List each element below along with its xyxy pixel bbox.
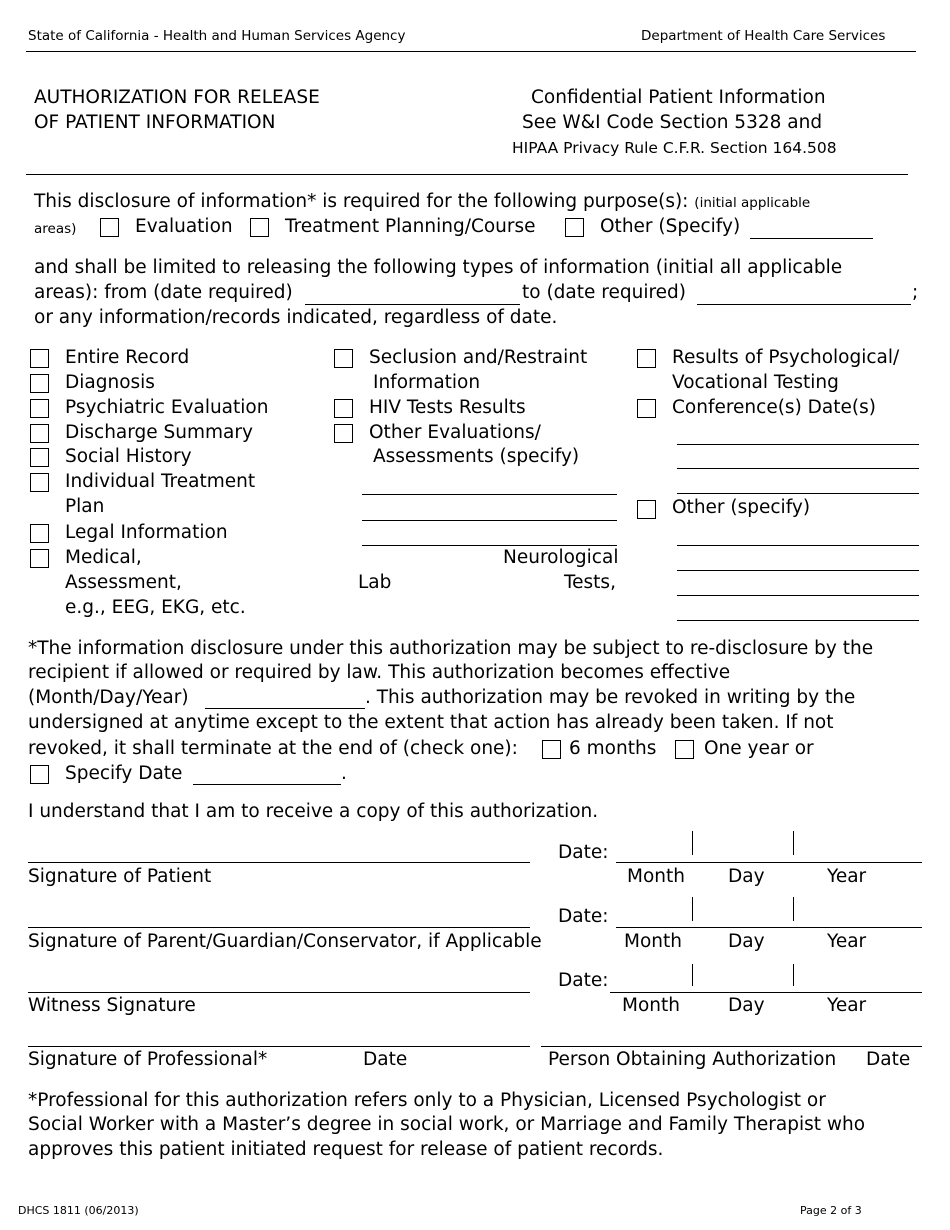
one-year-checkbox[interactable]: [675, 740, 694, 759]
professional-note-line2: Social Worker with a Master’s degree in social work, or Marriage and Family Therapist who: [28, 1114, 866, 1135]
form-number: DHCS 1811 (06/2013): [18, 1204, 139, 1217]
assessments-specify-label: Assessments (specify): [373, 446, 580, 467]
form-title-line2: OF PATIENT INFORMATION: [34, 112, 276, 133]
form-title-line1: AUTHORIZATION FOR RELEASE: [34, 87, 320, 108]
header-rule: [26, 51, 916, 52]
seclusion-information-label: Information: [373, 372, 481, 393]
patient-day-label: Day: [728, 866, 765, 887]
other-evaluations-field-2[interactable]: [362, 520, 617, 521]
limits-semicolon: ;: [912, 282, 919, 303]
diagnosis-label: Diagnosis: [65, 372, 155, 393]
conference-dates-field-1[interactable]: [677, 444, 919, 445]
entire-record-checkbox[interactable]: [30, 349, 49, 368]
treatment-planning-label: Treatment Planning/Course: [285, 216, 536, 237]
obtaining-signature-field[interactable]: [541, 1046, 922, 1047]
legal-information-checkbox[interactable]: [30, 524, 49, 543]
conference-dates-checkbox[interactable]: [637, 399, 656, 418]
witness-month-label: Month: [622, 995, 680, 1016]
disclosure-line1: *The information disclosure under this authorization may be subject to re-disclosure by the: [28, 638, 874, 659]
guardian-month-label: Month: [624, 931, 682, 952]
patient-date-divider-1: [692, 831, 693, 855]
social-history-checkbox[interactable]: [30, 448, 49, 467]
psychological-results-label: Results of Psychological/: [672, 347, 900, 368]
psychiatric-evaluation-checkbox[interactable]: [30, 399, 49, 418]
other-evaluations-field-1[interactable]: [362, 494, 617, 495]
copy-acknowledgement: I understand that I am to receive a copy of this authorization.: [28, 801, 599, 822]
other-specify-label: Other (specify): [672, 497, 811, 518]
obtaining-date-label: Date: [866, 1049, 911, 1070]
specify-date-label: Specify Date: [65, 763, 183, 784]
medical-assessment-checkbox[interactable]: [30, 549, 49, 568]
obtaining-person-label: Person Obtaining Authorization: [548, 1049, 837, 1070]
patient-month-label: Month: [627, 866, 685, 887]
other-purpose-checkbox[interactable]: [565, 218, 584, 237]
other-specify-field-4[interactable]: [677, 620, 919, 621]
guardian-signature-label: Signature of Parent/Guardian/Conservator, if Applicable: [28, 931, 542, 952]
professional-note-line1: *Professional for this authorization refers only to a Physician, Licensed Psychologist or: [28, 1090, 826, 1111]
hiv-tests-label: HIV Tests Results: [369, 397, 526, 418]
hiv-tests-checkbox[interactable]: [334, 399, 353, 418]
discharge-summary-label: Discharge Summary: [65, 422, 253, 443]
individual-treatment-plan-checkbox[interactable]: [30, 473, 49, 492]
six-months-label: 6 months: [569, 738, 657, 759]
witness-date-divider-1: [692, 964, 693, 986]
professional-signature-label: Signature of Professional*: [28, 1049, 268, 1070]
neurological-label: Neurological: [503, 547, 619, 568]
purpose-note-areas: areas): [34, 221, 77, 237]
guardian-year-label: Year: [827, 931, 867, 952]
disclosure-line3b: . This authorization may be revoked in writing by the: [365, 687, 856, 708]
other-evaluations-label: Other Evaluations/: [369, 422, 541, 443]
evaluation-checkbox[interactable]: [100, 218, 119, 237]
other-evaluations-field-3[interactable]: [362, 545, 617, 546]
evaluation-label: Evaluation: [135, 216, 233, 237]
witness-signature-field[interactable]: [28, 992, 530, 993]
patient-date-label: Date:: [558, 842, 609, 863]
purpose-intro: This disclosure of information* is required for the following purpose(s): (initial applicable: [34, 191, 811, 212]
effective-date-label: (Month/Day/Year): [28, 687, 189, 708]
specify-date-checkbox[interactable]: [30, 765, 49, 784]
medical-label: Medical,: [65, 547, 142, 568]
patient-signature-label: Signature of Patient: [28, 866, 212, 887]
lab-label: Lab: [358, 572, 392, 593]
professional-date-label: Date: [363, 1049, 408, 1070]
guardian-day-label: Day: [728, 931, 765, 952]
patient-date-divider-2: [793, 831, 794, 855]
individual-treatment-plan-label: Plan: [65, 496, 105, 517]
other-evaluations-checkbox[interactable]: [334, 424, 353, 443]
disclosure-line2: recipient if allowed or required by law. This authorization becomes effective: [28, 662, 731, 683]
department-name: Department of Health Care Services: [641, 28, 886, 44]
social-history-label: Social History: [65, 446, 192, 467]
witness-date-divider-2: [793, 964, 794, 986]
professional-note-line3: approves this patient initiated request for release of patient records.: [28, 1139, 664, 1160]
witness-signature-label: Witness Signature: [28, 995, 196, 1016]
witness-day-label: Day: [728, 995, 765, 1016]
other-specify-field-2[interactable]: [677, 570, 919, 571]
tests-label: Tests,: [564, 572, 616, 593]
witness-date-field[interactable]: [610, 992, 922, 993]
from-date-label: areas): from (date required): [34, 282, 293, 303]
assessment-label: Assessment,: [65, 572, 182, 593]
patient-date-field[interactable]: [616, 862, 922, 863]
witness-date-label: Date:: [558, 970, 609, 991]
legal-information-label: Legal Information: [65, 522, 228, 543]
conference-dates-field-3[interactable]: [677, 493, 919, 494]
limits-line3: or any information/records indicated, regardless of date.: [34, 307, 558, 328]
guardian-date-field[interactable]: [616, 927, 922, 928]
six-months-checkbox[interactable]: [542, 740, 561, 759]
confidential-line3: HIPAA Privacy Rule C.F.R. Section 164.508: [512, 139, 837, 157]
effective-date-field[interactable]: [205, 708, 365, 709]
individual-treatment-label: Individual Treatment: [65, 471, 256, 492]
disclosure-line4: undersigned at anytime except to the extent that action has already been taken. If not: [28, 712, 834, 733]
other-specify-field-3[interactable]: [677, 595, 919, 596]
conference-dates-label: Conference(s) Date(s): [672, 397, 876, 418]
terminate-label: revoked, it shall terminate at the end of (check one):: [28, 738, 518, 759]
other-purpose-label: Other (Specify): [600, 216, 741, 237]
diagnosis-checkbox[interactable]: [30, 374, 49, 393]
psychiatric-evaluation-label: Psychiatric Evaluation: [65, 397, 269, 418]
one-year-label: One year or: [704, 738, 814, 759]
page-number: Page 2 of 3: [800, 1204, 862, 1217]
vocational-testing-label: Vocational Testing: [672, 372, 839, 393]
witness-year-label: Year: [827, 995, 867, 1016]
agency-name: State of California - Health and Human Services Agency: [28, 28, 406, 44]
other-specify-field-1[interactable]: [677, 545, 919, 546]
treatment-planning-checkbox[interactable]: [250, 218, 269, 237]
to-date-field[interactable]: [697, 304, 911, 305]
professional-signature-field[interactable]: [28, 1046, 530, 1047]
medical-examples-label: e.g., EEG, EKG, etc.: [65, 597, 246, 618]
seclusion-restraint-checkbox[interactable]: [334, 349, 353, 368]
discharge-summary-checkbox[interactable]: [30, 424, 49, 443]
from-date-field[interactable]: [305, 304, 520, 305]
limits-line1: and shall be limited to releasing the following types of information (initial all applicable: [34, 257, 843, 278]
guardian-date-label: Date:: [558, 906, 609, 927]
patient-year-label: Year: [827, 866, 867, 887]
confidential-line1: Confidential Patient Information: [531, 87, 826, 108]
seclusion-restraint-label: Seclusion and/Restraint: [369, 347, 588, 368]
psychological-testing-checkbox[interactable]: [637, 349, 656, 368]
conference-dates-field-2[interactable]: [677, 468, 919, 469]
guardian-date-divider-2: [793, 897, 794, 921]
specify-date-field[interactable]: [193, 784, 341, 785]
other-purpose-field[interactable]: [750, 238, 873, 239]
guardian-date-divider-1: [692, 897, 693, 921]
guardian-signature-field[interactable]: [28, 927, 530, 928]
entire-record-label: Entire Record: [65, 347, 190, 368]
confidential-line2: See W&I Code Section 5328 and: [522, 112, 823, 133]
other-specify-checkbox[interactable]: [637, 500, 656, 519]
patient-signature-field[interactable]: [28, 862, 530, 863]
specify-date-period: .: [341, 763, 347, 784]
title-rule: [26, 174, 908, 175]
to-date-label: to (date required): [522, 282, 686, 303]
